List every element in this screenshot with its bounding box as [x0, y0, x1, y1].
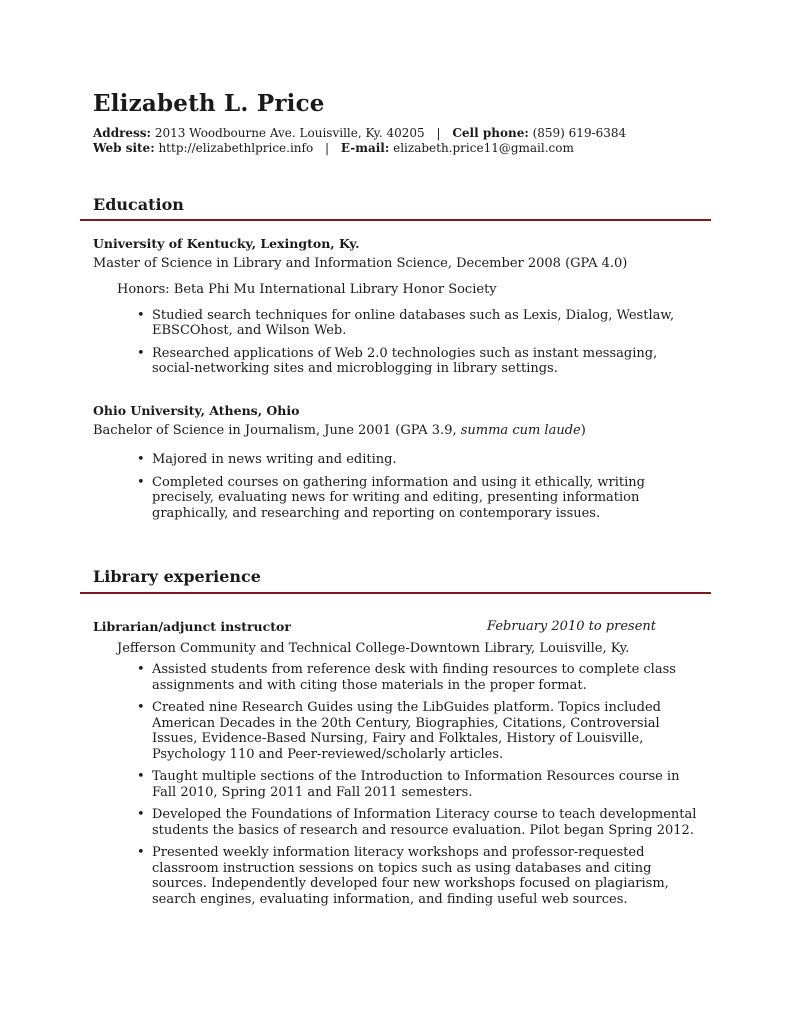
education-entry-uk — [93, 236, 703, 384]
degree-honor-italic: summa cum laude — [460, 422, 581, 438]
degree-suffix: ) — [580, 422, 586, 438]
degree-text — [93, 423, 703, 439]
education-rule — [80, 219, 711, 221]
experience-rule — [80, 592, 711, 594]
list-item: • Developed the Foundations of Information Literacy course to teach developmental students the basics of research and resource evaluation. Pilot began Spring 2012. — [137, 807, 703, 838]
education-entry-ohio — [93, 403, 703, 528]
degree-text: Master of Science in Library and Information Science, December 2008 (GPA 4.0) — [93, 255, 628, 271]
list-item: • Presented weekly information literacy workshops and professor-requested classroom instruction sessions on topics such as using databases and citing sources. Independently developed four new workshops focused on plagiarism, search engines, evaluating information, and finding useful web sources. — [137, 845, 703, 907]
job-entry — [93, 619, 703, 914]
email-value[interactable]: elizabeth.price11@gmail.com — [393, 141, 574, 155]
contact-separator: | — [325, 141, 330, 155]
list-item: • Studied search techniques for online databases such as Lexis, Dialog, Westlaw, EBSCOhost, and Wilson Web. — [137, 308, 703, 339]
experience-heading: Library experience — [93, 567, 261, 586]
contact-line-2 — [93, 141, 574, 156]
list-item: • Taught multiple sections of the Introduction to Information Resources course in Fall 2010, Spring 2011 and Fall 2011 semesters. — [137, 769, 703, 800]
list-item: • Researched applications of Web 2.0 technologies such as instant messaging, social-networking sites and microblogging in library settings. — [137, 346, 703, 377]
contact-line-1 — [93, 126, 626, 141]
list-item: • Created nine Research Guides using the LibGuides platform. Topics included American Decades in the 20th Century, Biographies, Citations, Controversial Issues, Evidence-Based Nursing, Fairy and Folktales, History of Louisville, Psychology 110 and Peer-reviewed/scholarly articles. — [137, 700, 703, 762]
list-item: • Completed courses on gathering information and using it ethically, writing precisely, evaluating news for writing and editing, presenting information graphically, and researching and reporting on contemporary issues. — [137, 475, 703, 522]
institution-name: University of Kentucky, Lexington, Ky. — [93, 236, 360, 251]
email-label: E-mail: — [340, 141, 390, 155]
job-dates: February 2010 to present — [487, 619, 656, 634]
list-item: • Majored in news writing and editing. — [137, 452, 703, 468]
web-label: Web site: — [93, 141, 155, 155]
web-value[interactable]: http://elizabethlprice.info — [158, 141, 314, 155]
resume-name: Elizabeth L. Price — [93, 90, 325, 117]
job-header — [93, 619, 656, 635]
cell-value: (859) 619-6384 — [532, 126, 627, 140]
degree-prefix: Bachelor of Science in Journalism, June 2001 (GPA 3.9, — [93, 422, 461, 438]
contact-separator: | — [436, 126, 441, 140]
education-heading: Education — [93, 195, 184, 214]
cell-label: Cell phone: — [452, 126, 529, 140]
job-employer: Jefferson Community and Technical College-Downtown Library, Louisville, Ky. — [117, 640, 630, 656]
address-label: Address: — [93, 126, 151, 140]
job-title: Librarian/adjunct instructor — [93, 619, 291, 634]
job-bullets — [93, 662, 703, 907]
list-item: • Assisted students from reference desk with finding resources to complete class assignments and with citing those materials in the proper format. — [137, 662, 703, 693]
address-value: 2013 Woodbourne Ave. Louisville, Ky. 40205 — [154, 126, 425, 140]
honors-text: Honors: Beta Phi Mu International Library Honor Society — [117, 282, 497, 297]
education-bullets-ohio — [93, 452, 703, 521]
education-bullets-uk — [93, 308, 703, 377]
institution-name: Ohio University, Athens, Ohio — [93, 403, 300, 418]
